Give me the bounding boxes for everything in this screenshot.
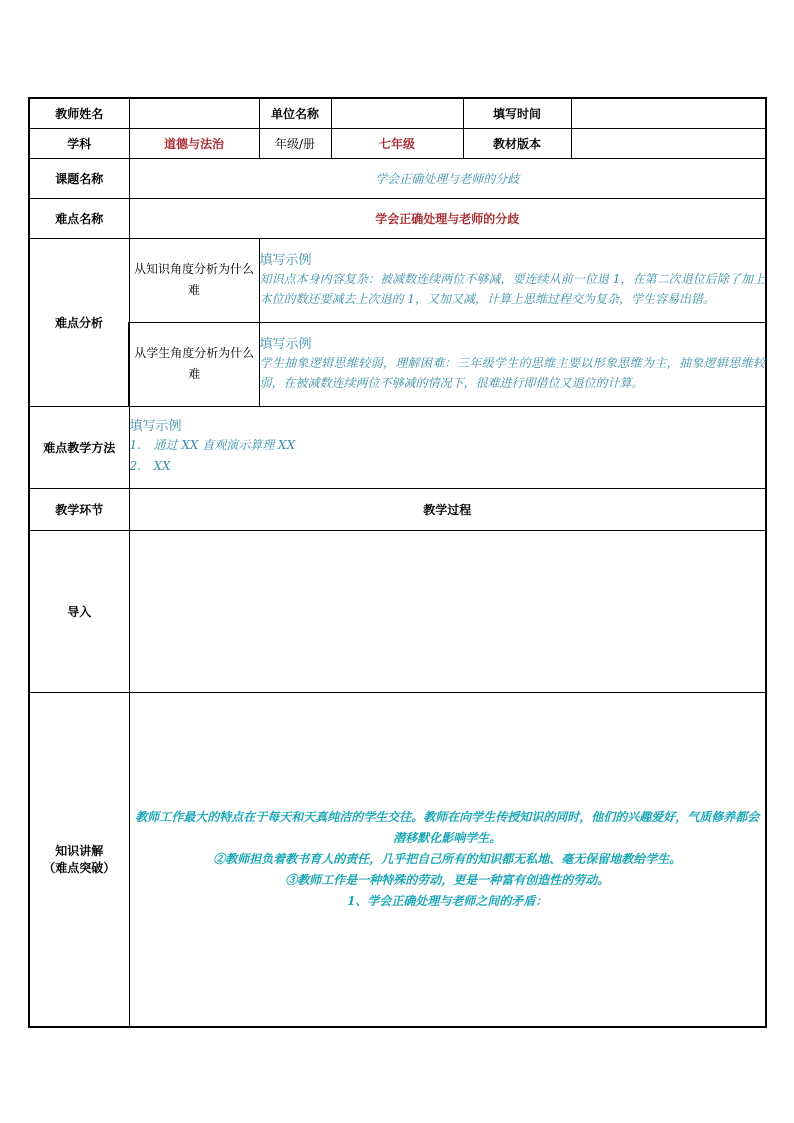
method-row — [29, 406, 766, 488]
difficulty-value[interactable]: 学会正确处理与老师的分歧 — [129, 198, 766, 238]
subject-value[interactable]: 道德与法治 — [129, 128, 259, 158]
analysis-label: 难点分析 — [29, 238, 129, 406]
fill-time-field[interactable] — [571, 98, 766, 128]
method-item — [130, 456, 766, 477]
knowledge-label — [29, 692, 129, 1027]
unit-label: 单位名称 — [259, 98, 331, 128]
knowledge-content[interactable] — [129, 692, 766, 1027]
grade-value[interactable]: 七年级 — [331, 128, 463, 158]
fill-time-label: 填写时间 — [463, 98, 571, 128]
student-angle-label: 从学生角度分析为什么难 — [129, 322, 259, 406]
method-item-text: 通过 XX 直观演示算理 XX — [153, 437, 296, 452]
intro-row — [29, 530, 766, 692]
knowledge-row — [29, 692, 766, 1027]
stage-header: 教学环节 — [29, 488, 129, 530]
method-item — [130, 435, 766, 456]
method-example-title: 填写示例 — [129, 418, 182, 434]
knowledge-angle-label: 从知识角度分析为什么难 — [129, 238, 259, 322]
knowledge-angle-example-text: 知识点本身内容复杂：被减数连续两位不够减，要连续从前一位退 1，在第二次退位后除了加上本位的数还要减去上次退的 1，又加又减，计算上思维过程交为复杂，学生容易出错。 — [259, 271, 765, 306]
analysis-student-row — [29, 322, 766, 406]
difficulty-label: 难点名称 — [29, 198, 129, 238]
knowledge-angle-example-title: 填写示例 — [259, 252, 312, 268]
topic-value[interactable]: 学会正确处理与老师的分歧 — [129, 158, 766, 198]
knowledge-line: ③教师工作是一种特殊的劳动，更是一种富有创造性的劳动。 — [285, 872, 610, 887]
teacher-name-label: 教师姓名 — [29, 98, 129, 128]
teacher-name-field[interactable] — [129, 98, 259, 128]
method-content[interactable] — [129, 406, 766, 488]
header-row — [29, 98, 766, 128]
textbook-field[interactable] — [571, 128, 766, 158]
knowledge-label-line2: （难点突破） — [43, 861, 116, 876]
student-angle-content[interactable] — [259, 322, 766, 406]
grade-label: 年级/册 — [259, 128, 331, 158]
topic-label: 课题名称 — [29, 158, 129, 198]
knowledge-line: ②教师担负着教书育人的责任，几乎把自己所有的知识都无私地、毫无保留地教给学生。 — [213, 851, 682, 866]
student-angle-example-text: 学生抽象逻辑思维较弱，理解困难：三年级学生的思维主要以形象思维为主，抽象逻辑思维较弱，在被减数连续两位不够减的情况下，很难进行即借位又退位的计算。 — [259, 355, 765, 390]
knowledge-label-line1: 知识讲解 — [55, 844, 104, 859]
knowledge-line: 1、学会正确处理与老师之间的矛盾： — [347, 893, 548, 908]
method-item-text: XX — [153, 458, 171, 473]
analysis-knowledge-row — [29, 238, 766, 322]
intro-label: 导入 — [29, 530, 129, 692]
knowledge-line: 教师工作最大的特点在于每天和天真纯洁的学生交往。教师在向学生传授知识的同时，他们的兴趣爱好，气质修养都会潜移默化影响学生。 — [135, 809, 760, 845]
process-header: 教学过程 — [129, 488, 766, 530]
subject-label: 学科 — [29, 128, 129, 158]
knowledge-angle-content[interactable] — [259, 238, 766, 322]
method-item-number: 1. — [129, 437, 141, 452]
student-angle-example-title: 填写示例 — [259, 336, 312, 352]
subject-row — [29, 128, 766, 158]
teaching-design-form — [28, 97, 767, 1028]
process-header-row — [29, 488, 766, 530]
difficulty-row — [29, 198, 766, 238]
intro-content[interactable] — [129, 530, 766, 692]
unit-field[interactable] — [331, 98, 463, 128]
method-label: 难点教学方法 — [29, 406, 129, 488]
topic-row — [29, 158, 766, 198]
textbook-label: 教材版本 — [463, 128, 571, 158]
method-item-number: 2. — [129, 458, 141, 473]
